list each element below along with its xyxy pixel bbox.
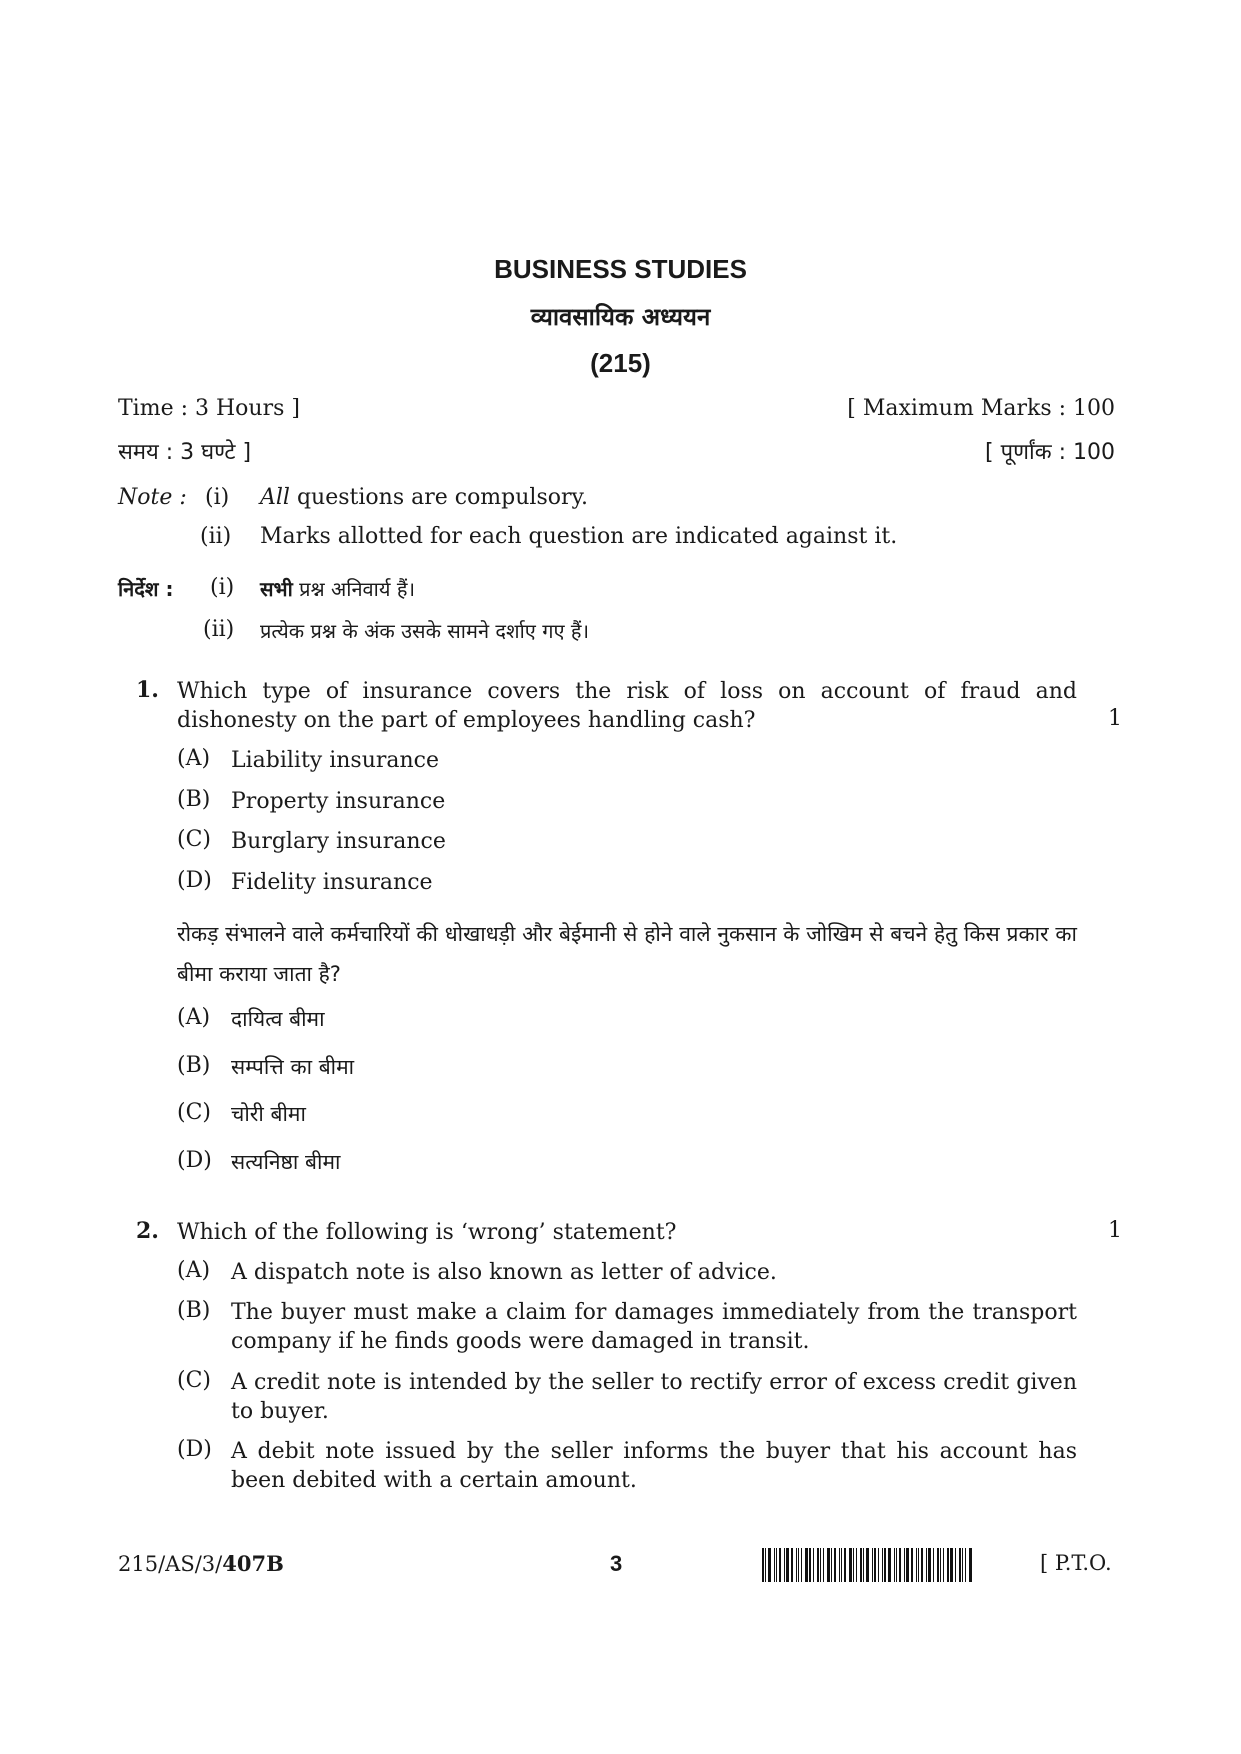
- barcode-bar: [774, 1548, 775, 1582]
- barcode-bar: [928, 1548, 931, 1582]
- time-hi: समय : 3 घण्टे ]: [118, 440, 252, 465]
- barcode-bar: [786, 1548, 789, 1582]
- barcode-bar: [805, 1548, 808, 1582]
- question-text-hindi: रोकड़ संभालने वाले कर्मचारियों की धोखाधड़ी और बेईमानी से होने वाले नुकसान के जोखिम से बचने हेतु किस प्रकार का बीमा कराया जाता है?: [177, 922, 1077, 986]
- barcode: [762, 1548, 973, 1582]
- option-text: Burglary insurance: [231, 829, 446, 854]
- question-number: 1.: [136, 677, 159, 703]
- barcode-bar: [796, 1548, 797, 1582]
- barcode-bar: [798, 1548, 799, 1582]
- option-text: A debit note issued by the seller informs the buyer that his account has been debited with a certain amount.: [231, 1439, 1077, 1493]
- option-text: The buyer must make a claim for damages immediately from the transport company if he finds goods were damaged in transit.: [231, 1300, 1077, 1354]
- barcode-bar: [784, 1548, 785, 1582]
- barcode-bar: [844, 1548, 846, 1582]
- barcode-bar: [894, 1548, 895, 1582]
- barcode-bar: [817, 1548, 819, 1582]
- barcode-bar: [899, 1548, 901, 1582]
- option-label: (D): [177, 1437, 212, 1462]
- barcode-bar: [801, 1548, 802, 1582]
- note-item-num: (ii): [203, 617, 235, 642]
- option-label: (B): [177, 787, 211, 812]
- note-item: [260, 485, 588, 510]
- barcode-bar: [827, 1548, 830, 1582]
- note-label: Note :: [118, 485, 187, 510]
- barcode-bar: [874, 1548, 876, 1582]
- barcode-bar: [776, 1548, 777, 1582]
- note-label-hindi: निर्देश :: [118, 577, 174, 601]
- barcode-bar: [860, 1548, 862, 1582]
- barcode-bar: [809, 1548, 811, 1582]
- question-text: Which type of insurance covers the risk of loss on account of fraud and dishonesty on the part of employees handling cash?: [177, 679, 1077, 733]
- barcode-bar: [882, 1548, 883, 1582]
- barcode-bar: [765, 1548, 766, 1582]
- page-number: 3: [610, 1551, 623, 1576]
- barcode-bar: [926, 1548, 927, 1582]
- option-text: A dispatch note is also known as letter of advice.: [231, 1260, 777, 1285]
- barcode-bar: [849, 1548, 852, 1582]
- barcode-bar: [921, 1548, 923, 1582]
- barcode-bar: [969, 1548, 972, 1582]
- option-text: A credit note is intended by the seller to rectify error of excess credit given to buyer.: [231, 1370, 1077, 1424]
- max-marks-en: [ Maximum Marks : 100: [847, 396, 1115, 421]
- barcode-bar: [918, 1548, 919, 1582]
- exam-title-hindi: व्यावसायिक अध्ययन: [530, 303, 711, 331]
- barcode-bar: [762, 1548, 764, 1582]
- barcode-bar: [888, 1548, 891, 1582]
- barcode-bar: [839, 1548, 840, 1582]
- option-label: (D): [177, 868, 212, 893]
- max-marks-hi: [ पूर्णांक : 100: [985, 440, 1115, 465]
- note-item-emph: All: [260, 485, 290, 510]
- option-label: (C): [177, 827, 211, 852]
- question-number: 2.: [136, 1218, 159, 1244]
- barcode-bar: [820, 1548, 821, 1582]
- option-label: (B): [177, 1053, 211, 1078]
- paper-code-bold: 407B: [222, 1551, 284, 1576]
- question-marks: 1: [1108, 706, 1122, 731]
- note-item-text: प्रत्येक प्रश्न के अंक उसके सामने दर्शाए गए हैं।: [260, 619, 590, 643]
- barcode-bar: [904, 1548, 905, 1582]
- barcode-bar: [791, 1548, 793, 1582]
- note-item-num: (ii): [200, 524, 232, 549]
- barcode-bar: [872, 1548, 873, 1582]
- note-item-text: questions are compulsory.: [289, 485, 589, 510]
- barcode-bar: [933, 1548, 934, 1582]
- option-text-hindi: सम्पत्ति का बीमा: [231, 1055, 355, 1079]
- barcode-bar: [943, 1548, 944, 1582]
- note-item-emph: सभी: [260, 577, 293, 601]
- option-text: Liability insurance: [231, 748, 440, 773]
- barcode-bar: [779, 1548, 781, 1582]
- barcode-bar: [831, 1548, 832, 1582]
- barcode-bar: [906, 1548, 909, 1582]
- barcode-bar: [834, 1548, 836, 1582]
- barcode-bar: [959, 1548, 961, 1582]
- barcode-bar: [911, 1548, 913, 1582]
- barcode-bar: [950, 1548, 953, 1582]
- barcode-bar: [965, 1548, 966, 1582]
- barcode-bar: [863, 1548, 864, 1582]
- subject-code: (215): [590, 348, 651, 378]
- note-item-num: (i): [205, 485, 230, 510]
- option-label: (A): [177, 1005, 211, 1030]
- option-text-hindi: सत्यनिष्ठा बीमा: [231, 1150, 341, 1174]
- option-label: (C): [177, 1368, 211, 1393]
- barcode-bar: [947, 1548, 949, 1582]
- exam-title: BUSINESS STUDIES: [494, 254, 747, 284]
- option-label: (B): [177, 1298, 211, 1323]
- question-text: Which of the following is ‘wrong’ statement?: [177, 1220, 677, 1245]
- barcode-bar: [856, 1548, 857, 1582]
- option-label: (A): [177, 1258, 211, 1283]
- note-item-text: प्रश्न अनिवार्य हैं।: [292, 577, 416, 601]
- paper-code: [118, 1551, 284, 1576]
- pto-label: [ P.T.O.: [1040, 1551, 1112, 1575]
- barcode-bar: [884, 1548, 886, 1582]
- note-item-hindi: [260, 575, 415, 602]
- barcode-bar: [841, 1548, 842, 1582]
- barcode-bar: [866, 1548, 869, 1582]
- barcode-bar: [916, 1548, 917, 1582]
- barcode-bar: [896, 1548, 897, 1582]
- barcode-bar: [823, 1548, 824, 1582]
- paper-code-prefix: 215/AS/3/: [118, 1552, 223, 1576]
- option-label: (C): [177, 1100, 211, 1125]
- barcode-bar: [962, 1548, 963, 1582]
- question-marks: 1: [1108, 1218, 1122, 1243]
- option-label: (A): [177, 746, 211, 771]
- note-item-num: (i): [210, 575, 235, 600]
- barcode-bar: [813, 1548, 814, 1582]
- option-text-hindi: चोरी बीमा: [231, 1102, 306, 1126]
- option-label: (D): [177, 1148, 212, 1173]
- barcode-bar: [768, 1548, 771, 1582]
- note-item-text: Marks allotted for each question are indicated against it.: [260, 524, 898, 549]
- barcode-bar: [853, 1548, 854, 1582]
- option-text: Property insurance: [231, 789, 446, 814]
- barcode-bar: [937, 1548, 939, 1582]
- time-en: Time : 3 Hours ]: [118, 396, 300, 421]
- barcode-bar: [955, 1548, 956, 1582]
- barcode-bar: [940, 1548, 941, 1582]
- barcode-bar: [878, 1548, 879, 1582]
- option-text-hindi: दायित्व बीमा: [231, 1007, 325, 1031]
- option-text: Fidelity insurance: [231, 870, 433, 895]
